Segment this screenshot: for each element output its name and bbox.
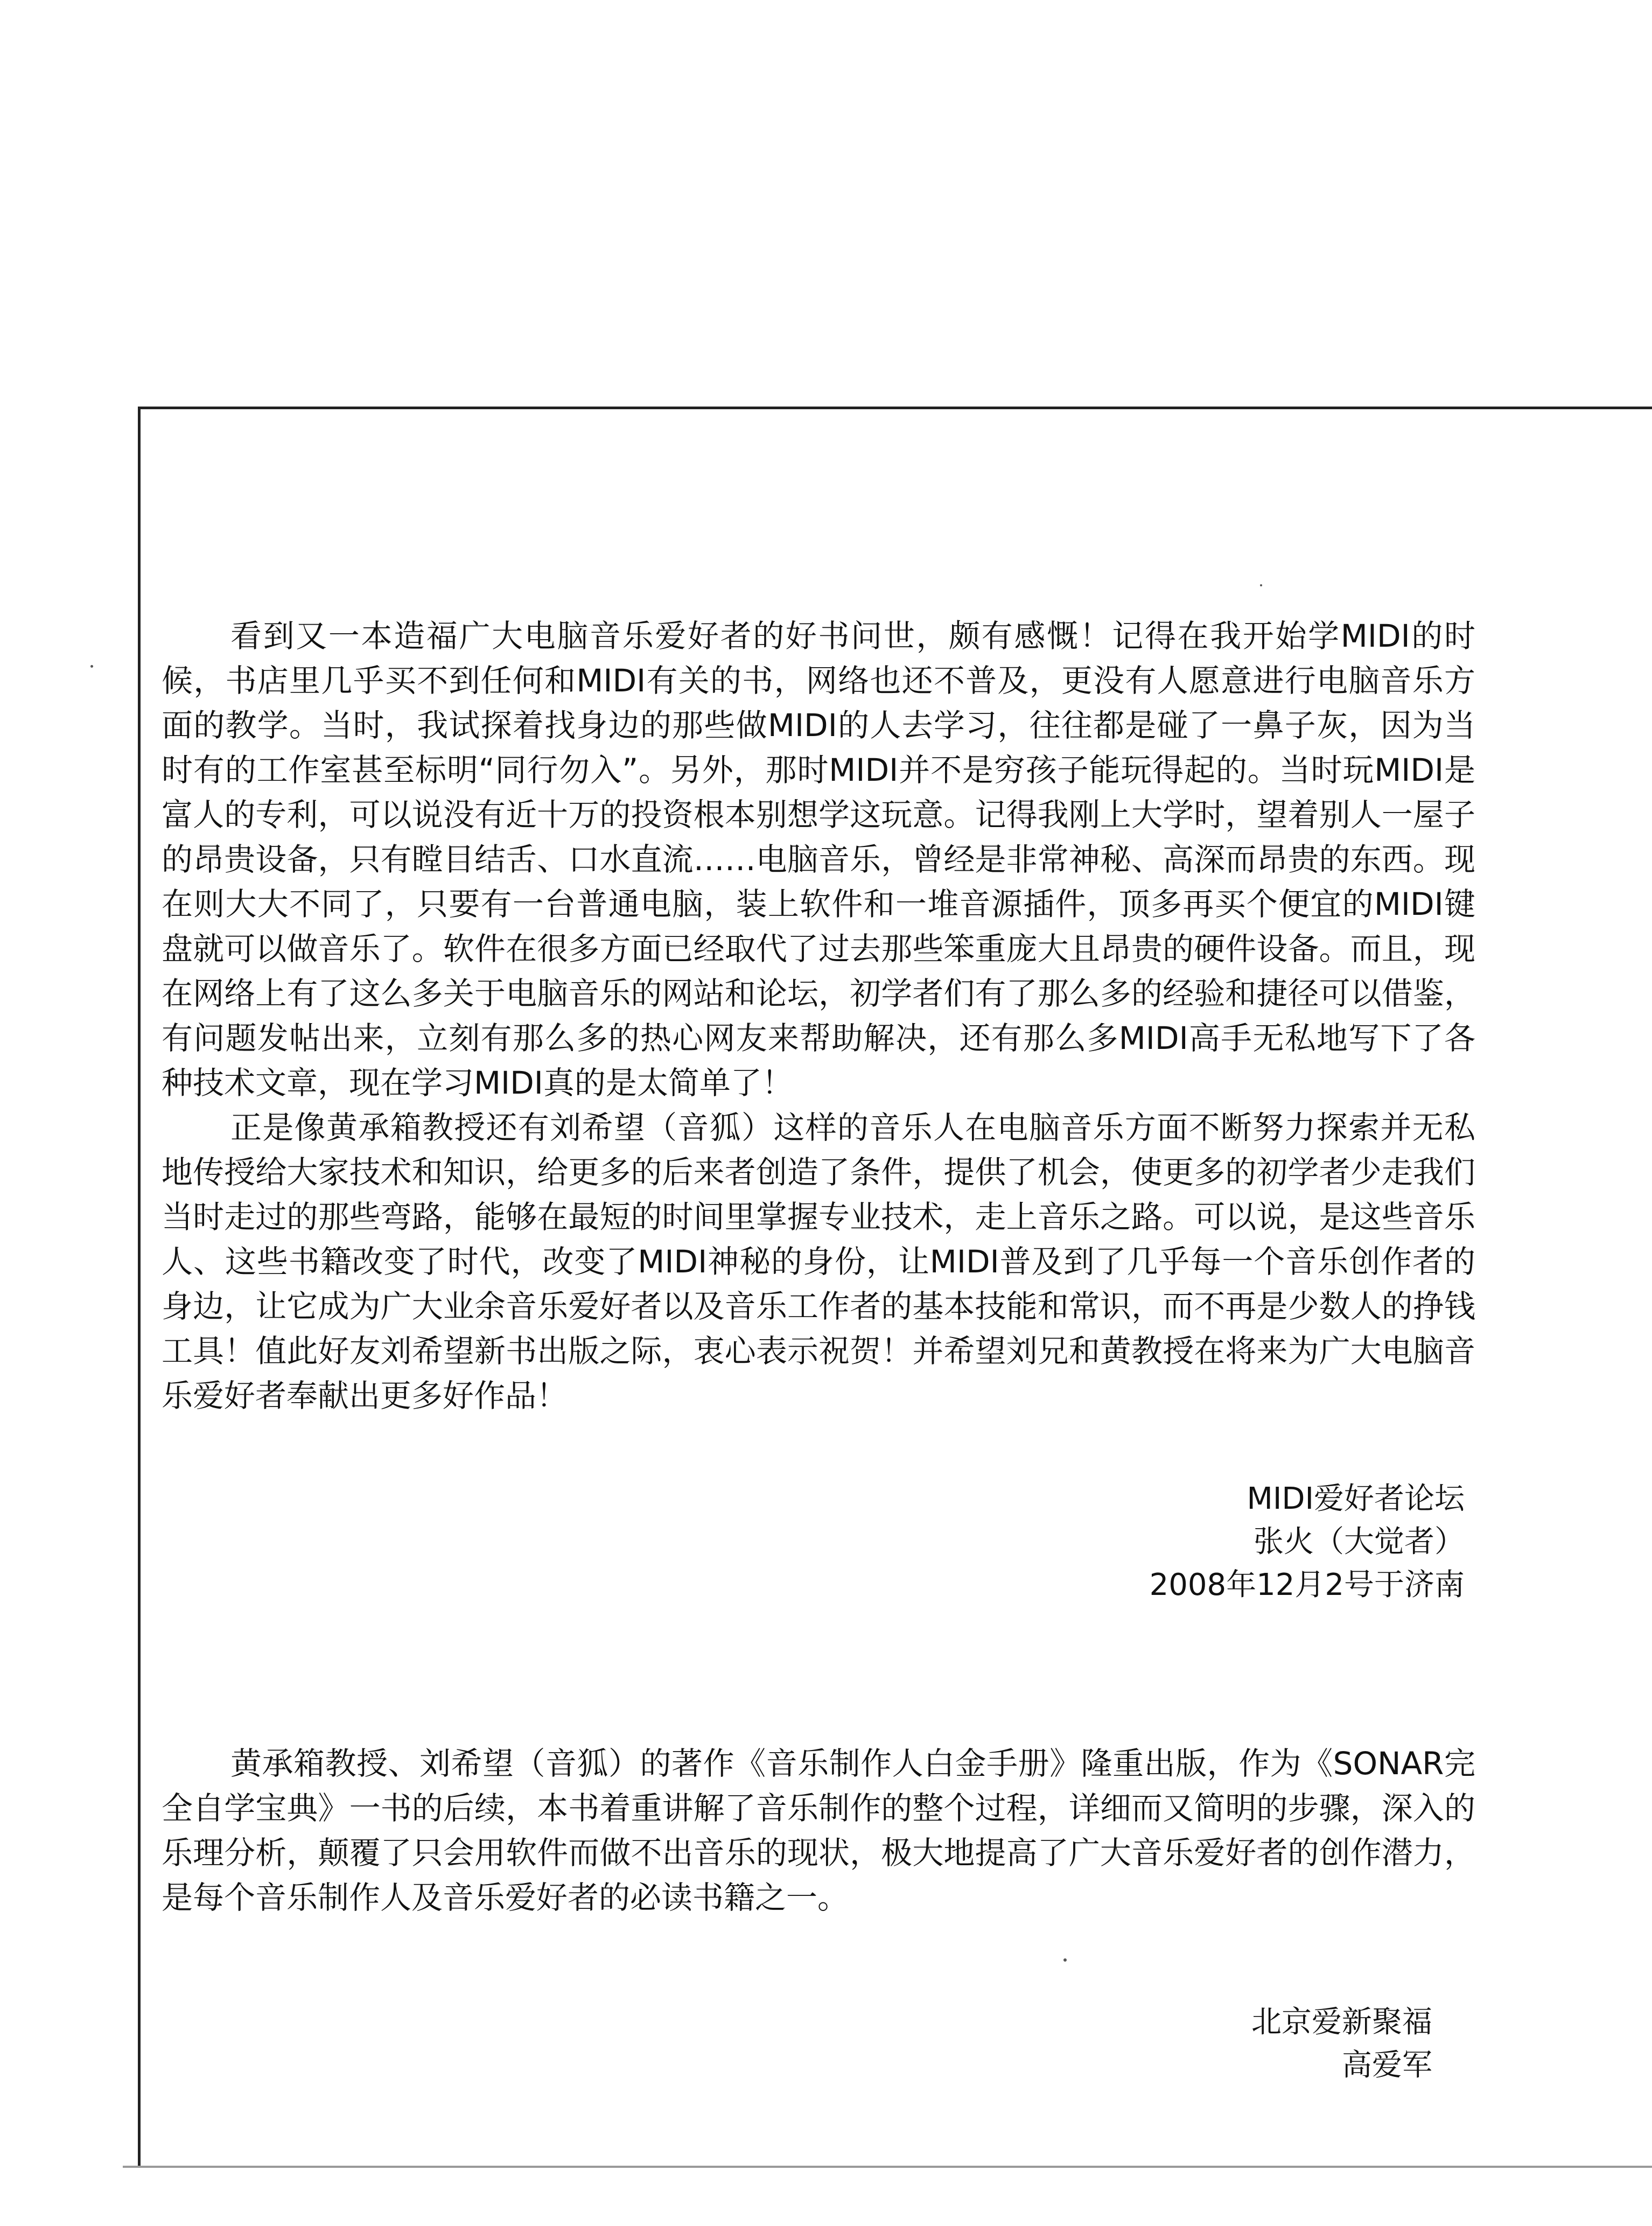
signature-date: 2008年12月2号于济南 [1149, 1567, 1465, 1602]
letter2-signature [162, 2001, 1475, 2087]
signature-author: 高爱军 [1342, 2048, 1432, 2083]
letter1-signature [162, 1478, 1475, 1607]
page-frame-top-border [139, 407, 1652, 409]
letter1-paragraph-1: 看到又一本造福广大电脑音乐爱好者的好书问世，颇有感慨！记得在我开始学MIDI的时候，书店里几乎买不到任何和MIDI有关的书，网络也还不普及，更没有人愿意进行电脑音乐方面的教学。当时，我试探着找身边的那些做MIDI的人去学习，往往都是碰了一鼻子灰，因为当时有的工作室甚至标明“同行勿入”。另外，那时MIDI并不是穷孩子能玩得起的。当时玩MIDI是富人的专利，可以说没有近十万的投资根本别想学这玩意。记得我刚上大学时，望着别人一屋子的昂贵设备，只有瞠目结舌、口水直流……电脑音乐，曾经是非常神秘、高深而昂贵的东西。现在则大大不同了，只要有一台普通电脑，装上软件和一堆音源插件，顶多再买个便宜的MIDI键盘就可以做音乐了。软件在很多方面已经取代了过去那些笨重庞大且昂贵的硬件设备。而且，现在网络上有了这么多关于电脑音乐的网站和论坛，初学者们有了那么多的经验和捷径可以借鉴，有问题发帖出来，立刻有那么多的热心网友来帮助解决，还有那么多MIDI高手无私地写下了各种技术文章，现在学习MIDI真的是太简单了！ [162, 618, 1475, 1101]
signature-author: 张火（大觉者） [1254, 1524, 1465, 1559]
letter2-paragraph: 黄承箱教授、刘希望（音狐）的著作《音乐制作人白金手册》隆重出版，作为《SONAR完全自学宝典》一书的后续，本书着重讲解了音乐制作的整个过程，详细而又简明的步骤，深入的乐理分析，颠覆了只会用软件而做不出音乐的现状，极大地提高了广大音乐爱好者的创作潜力，是每个音乐制作人及音乐爱好者的必读书籍之一。 [162, 1745, 1475, 1916]
page-frame-left-border [138, 407, 141, 2167]
scan-speck [1260, 584, 1262, 586]
recommendation-letter-1 [162, 614, 1475, 1607]
scan-speck [90, 665, 93, 668]
signature-organization: MIDI爱好者论坛 [1247, 1481, 1465, 1516]
letter1-paragraph-2: 正是像黄承箱教授还有刘希望（音狐）这样的音乐人在电脑音乐方面不断努力探索并无私地传授给大家技术和知识，给更多的后来者创造了条件，提供了机会，使更多的初学者少走我们当时走过的那些弯路，能够在最短的时间里掌握专业技术，走上音乐之路。可以说，是这些音乐人、这些书籍改变了时代，改变了MIDI神秘的身份，让MIDI普及到了几乎每一个音乐创作者的身边，让它成为广大业余音乐爱好者以及音乐工作者的基本技能和常识，而不再是少数人的挣钱工具！值此好友刘希望新书出版之际，衷心表示祝贺！并希望刘兄和黄教授在将来为广大电脑音乐爱好者奉献出更多好作品！ [162, 1109, 1475, 1414]
signature-organization: 北京爱新聚福 [1251, 2005, 1432, 2040]
recommendation-letter-2 [162, 1741, 1475, 2087]
page-frame-bottom-border [123, 2166, 1652, 2168]
document-body [162, 614, 1475, 2087]
